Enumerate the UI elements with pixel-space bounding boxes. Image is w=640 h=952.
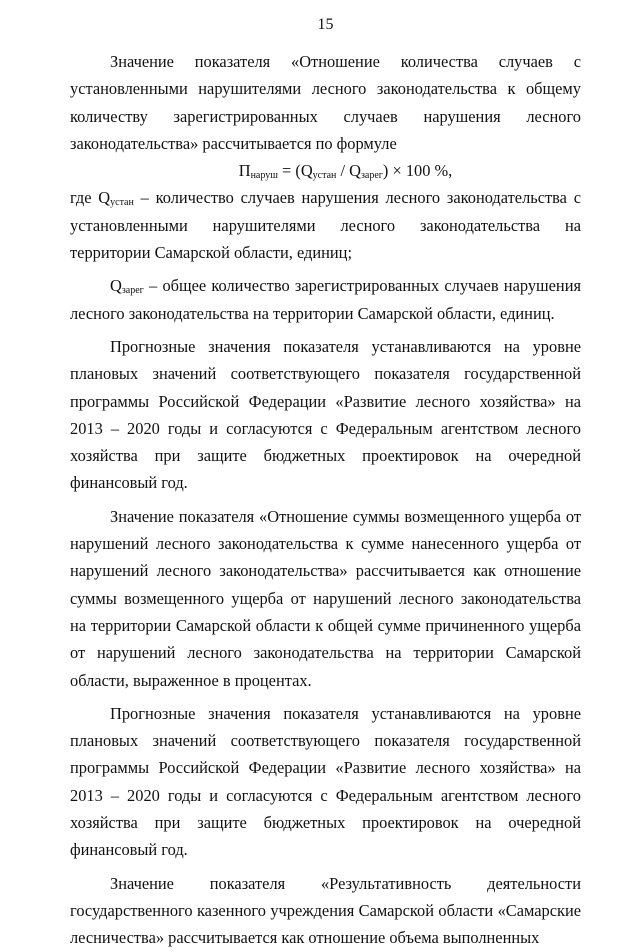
paragraph-indicator-violators: Значение показателя «Отношение количества случаев с установленными нарушителями лесного законодательства к общему количеству зарегистрированных случаев нарушения лесного законодательства» рассчитывается по формуле bbox=[70, 52, 581, 153]
definition-q-ustan-lead: где Q bbox=[70, 188, 111, 208]
definition-q-ustan-subscript: устан bbox=[110, 197, 134, 209]
definition-q-zareg-subscript: зарег bbox=[121, 285, 144, 297]
formula-q2-subscript: зарег bbox=[360, 170, 383, 182]
definition-q-zareg-text: – общее количество зарегистрированных случаев нарушения лесного законодательства на территории Самарской области, единиц. bbox=[70, 276, 581, 323]
formula-slash: / Q bbox=[336, 161, 361, 181]
formula-q1-subscript: устан bbox=[312, 170, 337, 182]
paragraph-forecast-1: Прогнозные значения показателя устанавливаются на уровне плановых значений соответствующего показателя государственной программы Российской Федерации «Развитие лесного хозяйства» на 2013 – 2020 годы и согласуются с Федеральным агентством лесного хозяйства при защите бюджетных проектировок на очередной финансовый год. bbox=[70, 336, 581, 493]
definition-q-zareg bbox=[70, 272, 581, 327]
page-number: 15 bbox=[317, 16, 334, 33]
definition-q-ustan bbox=[70, 184, 581, 266]
formula-p-subscript: наруш bbox=[250, 170, 278, 182]
paragraph-forecast-2: Прогнозные значения показателя устанавливаются на уровне плановых значений соответствующего показателя государственной программы Российской Федерации «Развитие лесного хозяйства» на 2013 – 2020 годы и согласуются с Федеральным агентством лесного хозяйства при защите бюджетных проектировок на очередной финансовый год. bbox=[70, 703, 581, 860]
formula-tail: ) × 100 %, bbox=[382, 161, 453, 181]
paragraph-indicator-efficiency: Значение показателя «Результативность деятельности государственного казенного учреждения Самарской области «Самарские лесничества» рассчитывается как отношение объема выполненных bbox=[70, 873, 581, 948]
formula-p-symbol: П bbox=[238, 161, 251, 181]
paragraph-indicator-damage: Значение показателя «Отношение суммы возмещенного ущерба от нарушений лесного законодательства к сумме нанесенного ущерба от нарушений лесного законодательства» рассчитывается как отношение суммы возмещенного ущерба от нарушений лесного законодательства на территории Самарской области к общей сумме причиненного ущерба от нарушений лесного законодательства на территории Самарской области, выраженное в процентах. bbox=[70, 506, 581, 690]
formula bbox=[70, 157, 581, 184]
formula-eq-open: = (Q bbox=[277, 161, 313, 181]
definition-q-zareg-lead: Q bbox=[110, 276, 122, 296]
definition-q-ustan-text: – количество случаев нарушения лесного законодательства с установленными нарушителями лесного законодательства на территории Самарской области, единиц; bbox=[70, 188, 581, 263]
